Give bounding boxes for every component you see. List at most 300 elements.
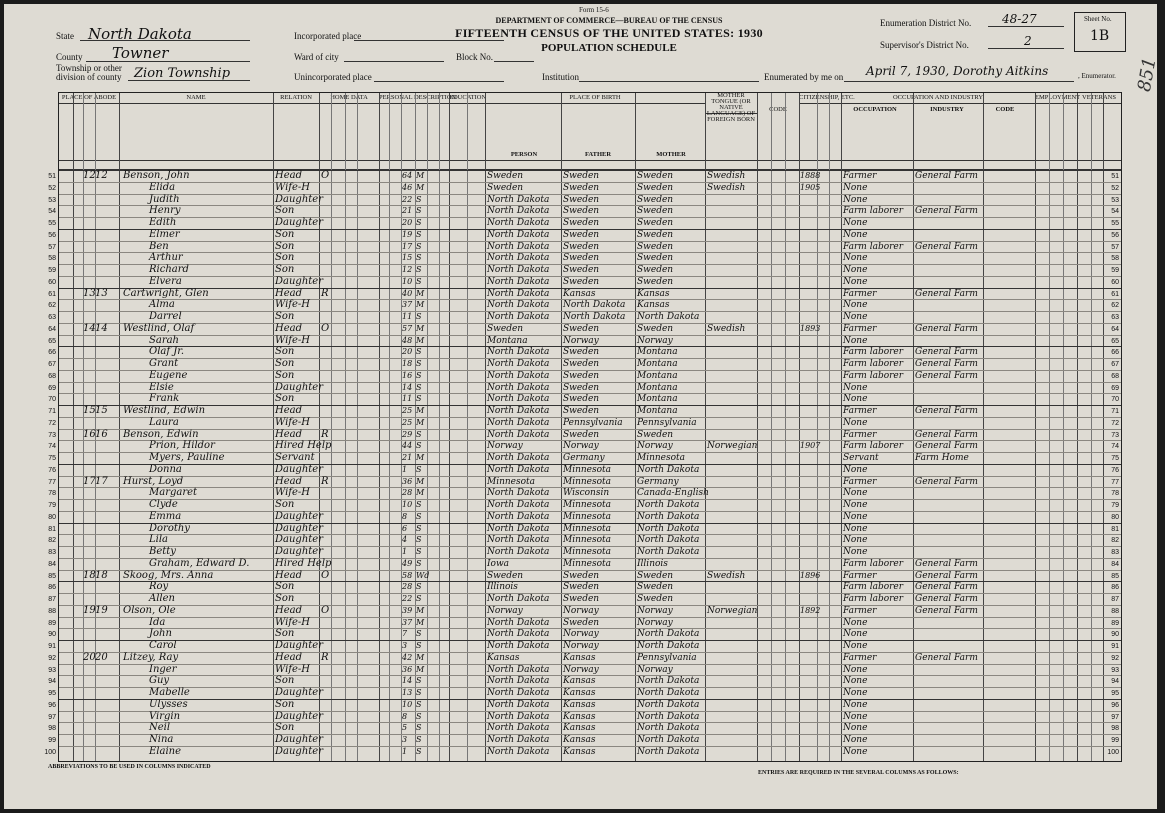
- marital-status: S: [416, 276, 422, 286]
- dwelling-number: 19: [83, 604, 96, 616]
- father-birthplace: Sweden: [563, 394, 600, 405]
- birthplace: North Dakota: [487, 218, 550, 228]
- father-birthplace: Sweden: [563, 182, 600, 193]
- line-number-right: 85: [1111, 572, 1119, 580]
- mother-tongue: Norwegian: [707, 441, 758, 452]
- department-title: DEPARTMENT OF COMMERCE—BUREAU OF THE CENSUS: [495, 16, 723, 25]
- age: 46: [402, 182, 413, 192]
- line-number: 97: [48, 713, 56, 721]
- relation: Daughter: [275, 745, 323, 757]
- age: 18: [402, 359, 413, 368]
- age: 39: [402, 605, 413, 615]
- relation: Son: [275, 311, 295, 322]
- father-birthplace: Sweden: [563, 406, 600, 416]
- relation: Son: [275, 346, 295, 358]
- father-birthplace: Kansas: [563, 676, 596, 687]
- age: 12: [402, 265, 413, 274]
- person-name: Eugene: [149, 369, 188, 381]
- relation: Son: [275, 240, 295, 252]
- relation: Head: [275, 569, 303, 581]
- industry: General Farm: [915, 206, 978, 217]
- father-birthplace: Sweden: [563, 206, 600, 217]
- mother-birthplace: Norway: [637, 335, 673, 346]
- ward-label: Ward of city: [294, 52, 339, 62]
- marital-status: S: [416, 206, 422, 216]
- marital-status: M: [416, 617, 425, 627]
- birthplace: North Dakota: [487, 300, 550, 311]
- line-number-right: 88: [1111, 607, 1119, 615]
- line-number-right: 79: [1111, 502, 1119, 509]
- occupation: Farmer: [843, 570, 877, 581]
- occupation: Farm laborer: [843, 558, 904, 569]
- father-birthplace: Minnesota: [563, 464, 612, 475]
- mother-birthplace: North Dakota: [637, 723, 700, 734]
- family-number: 13: [95, 287, 108, 299]
- marital-status: M: [416, 652, 425, 662]
- occupation: Farmer: [843, 429, 877, 440]
- father-birthplace: North Dakota: [563, 312, 626, 322]
- marital-status: M: [416, 417, 425, 427]
- age: 15: [402, 253, 413, 263]
- age: 20: [402, 218, 413, 227]
- relation: Hired Help: [275, 557, 332, 569]
- line-number-right: 97: [1111, 713, 1119, 721]
- occupation: Farm laborer: [843, 241, 904, 252]
- father-birthplace: Kansas: [563, 699, 596, 710]
- line-number-right: 96: [1111, 701, 1119, 709]
- person-name: Guy: [149, 675, 170, 687]
- birthplace: North Dakota: [487, 511, 550, 522]
- age: 4: [402, 535, 408, 545]
- line-number-right: 78: [1111, 490, 1119, 498]
- occupation: Farmer: [843, 171, 877, 181]
- dwelling-number: 13: [83, 287, 96, 299]
- marital-status: S: [416, 582, 422, 592]
- mother-birthplace: Sweden: [637, 429, 674, 440]
- dwelling-number: 15: [83, 405, 96, 416]
- marital-status: S: [416, 511, 422, 521]
- relation: Head: [275, 428, 303, 440]
- birthplace: North Dakota: [487, 265, 550, 275]
- age: 11: [402, 312, 413, 321]
- birthplace: North Dakota: [487, 288, 550, 299]
- incorporated-label: Incorporated place: [294, 31, 362, 41]
- mother-birthplace: Sweden: [637, 323, 674, 334]
- father-birthplace: Sweden: [563, 218, 600, 228]
- birthplace: North Dakota: [487, 312, 550, 322]
- person-name: Margaret: [149, 487, 198, 499]
- person-name: Judith: [149, 193, 180, 205]
- birthplace: North Dakota: [487, 394, 550, 405]
- line-number-right: 65: [1111, 337, 1119, 345]
- occupation: None: [843, 735, 868, 745]
- home-tenure: O: [321, 322, 330, 334]
- mother-birthplace: Sweden: [637, 253, 674, 264]
- father-birthplace: Germany: [563, 453, 605, 463]
- line-number-right: 70: [1111, 396, 1119, 404]
- col-group-abode: PLACE OF ABODE: [59, 93, 119, 104]
- line-number: 51: [48, 173, 56, 180]
- birthplace: North Dakota: [487, 429, 550, 440]
- birthplace: North Dakota: [487, 711, 550, 722]
- relation: Son: [275, 358, 295, 369]
- person-name: Richard: [149, 264, 189, 275]
- birthplace: Norway: [487, 441, 523, 452]
- occupation: None: [843, 664, 868, 675]
- person-name: Westlind, Edwin: [123, 405, 206, 416]
- occupation: Farm laborer: [843, 347, 904, 358]
- dwelling-number: 20: [83, 651, 96, 663]
- occupation: None: [843, 312, 868, 322]
- col-occupation: OCCUPATION: [853, 106, 897, 113]
- father-birthplace: Norway: [563, 664, 599, 675]
- immigration-year: 1907: [800, 441, 821, 451]
- relation: Wife-H: [275, 181, 311, 193]
- relation: Daughter: [275, 710, 323, 722]
- person-name: Frank: [149, 393, 180, 405]
- marital-status: M: [416, 406, 425, 415]
- person-name: Darrel: [149, 311, 182, 322]
- line-number: 82: [48, 537, 56, 545]
- marital-status: S: [416, 265, 422, 274]
- age: 3: [402, 735, 408, 744]
- line-number-right: 84: [1111, 560, 1119, 568]
- person-name: Myers, Pauline: [149, 452, 225, 463]
- immigration-year: 1905: [800, 182, 821, 192]
- age: 7: [402, 629, 408, 639]
- birthplace: North Dakota: [487, 723, 550, 734]
- relation: Son: [275, 228, 295, 240]
- marital-status: S: [416, 629, 422, 639]
- relation: Son: [275, 369, 295, 381]
- dwelling-number: 14: [83, 322, 96, 334]
- home-tenure: R: [321, 428, 329, 440]
- line-number-right: 87: [1111, 596, 1119, 603]
- birthplace: North Dakota: [487, 535, 550, 546]
- col-mother: MOTHER: [656, 151, 686, 158]
- mother-birthplace: North Dakota: [637, 511, 700, 522]
- person-name: Benson, Edwin: [123, 428, 199, 440]
- marital-status: S: [416, 394, 422, 404]
- birthplace: North Dakota: [487, 370, 550, 381]
- marital-status: S: [416, 535, 422, 545]
- line-number: 77: [48, 478, 56, 486]
- birthplace: Sweden: [487, 323, 524, 334]
- father-birthplace: Sweden: [563, 265, 600, 275]
- family-number: 15: [95, 405, 108, 416]
- line-number: 72: [48, 419, 56, 427]
- father-birthplace: Sweden: [563, 617, 600, 628]
- father-birthplace: North Dakota: [563, 300, 626, 311]
- relation: Head: [275, 651, 303, 663]
- relation: Daughter: [275, 275, 323, 287]
- person-name: Cartwright, Glen: [123, 287, 209, 299]
- col-group-occupation: OCCUPATION AND INDUSTRY: [841, 93, 1035, 104]
- occupation: None: [843, 488, 868, 499]
- line-number-right: 100: [1107, 748, 1119, 756]
- birthplace: North Dakota: [487, 629, 550, 640]
- line-number: 65: [48, 337, 56, 345]
- occupation: Farmer: [843, 476, 877, 487]
- mother-birthplace: Norway: [637, 605, 673, 616]
- home-tenure: R: [321, 287, 329, 299]
- person-name: Olaf Jr.: [149, 346, 185, 358]
- relation: Daughter: [275, 510, 323, 522]
- mother-birthplace: North Dakota: [637, 688, 700, 698]
- occupation: None: [843, 547, 868, 557]
- occupation: None: [843, 335, 868, 346]
- relation: Son: [275, 698, 295, 710]
- marital-status: S: [416, 699, 422, 709]
- person-name: Elmer: [149, 228, 180, 240]
- line-number-right: 86: [1111, 584, 1119, 592]
- line-number: 73: [48, 431, 56, 439]
- person-name: Inger: [149, 663, 177, 675]
- state-label: State: [56, 31, 74, 41]
- col-father: FATHER: [584, 151, 612, 158]
- township-value: Zion Township: [134, 66, 231, 81]
- occupation: None: [843, 182, 868, 193]
- occupation: None: [843, 417, 868, 428]
- table-row: [44, 745, 1121, 759]
- home-tenure: R: [321, 475, 329, 487]
- marital-status: S: [416, 382, 422, 392]
- relation: Hired Help: [275, 440, 332, 452]
- person-name: Skoog, Mrs. Anna: [123, 569, 214, 581]
- occupation: Farmer: [843, 406, 877, 416]
- mother-birthplace: North Dakota: [637, 699, 700, 710]
- occupation: Farmer: [843, 652, 877, 663]
- home-tenure: R: [321, 651, 329, 663]
- occupation: Servant: [843, 453, 879, 463]
- industry: General Farm: [915, 359, 978, 369]
- birthplace: North Dakota: [487, 417, 550, 428]
- occupation: None: [843, 535, 868, 546]
- relation: Daughter: [275, 522, 323, 534]
- marital-status: S: [416, 641, 422, 650]
- immigration-year: 1892: [800, 605, 821, 615]
- relation: Wife-H: [275, 334, 311, 346]
- age: 36: [402, 476, 413, 486]
- mother-birthplace: Sweden: [637, 276, 674, 287]
- person-name: Carol: [149, 640, 177, 651]
- mother-birthplace: Sweden: [637, 229, 674, 240]
- birthplace: North Dakota: [487, 699, 550, 710]
- person-name: Laura: [149, 416, 179, 428]
- age: 5: [402, 723, 408, 733]
- enumerated-value: April 7, 1930, Dorothy Aitkins: [866, 64, 1049, 78]
- person-name: Graham, Edward D.: [149, 557, 250, 569]
- occupation: None: [843, 229, 868, 240]
- father-birthplace: Sweden: [563, 171, 600, 181]
- mother-birthplace: Kansas: [637, 288, 670, 299]
- occupation: None: [843, 500, 868, 510]
- census-title: FIFTEENTH CENSUS OF THE UNITED STATES: 1930: [455, 26, 763, 40]
- line-number: 89: [48, 619, 56, 627]
- relation: Wife-H: [275, 487, 311, 499]
- birthplace: North Dakota: [487, 735, 550, 745]
- marital-status: M: [416, 488, 425, 498]
- line-number-right: 80: [1111, 513, 1119, 521]
- industry: General Farm: [915, 288, 978, 299]
- age: 64: [402, 171, 413, 180]
- enum-district-label: Enumeration District No.: [880, 18, 972, 28]
- line-number: 76: [48, 466, 56, 474]
- marital-status: S: [416, 241, 422, 251]
- occupation: None: [843, 629, 868, 640]
- footer: [48, 762, 1120, 802]
- township-label: Township or other division of county: [56, 63, 122, 82]
- age: 21: [402, 206, 413, 216]
- line-number: 88: [48, 607, 56, 615]
- sheet-value: 1B: [1090, 28, 1110, 44]
- marital-status: M: [416, 182, 425, 192]
- industry: General Farm: [915, 171, 978, 181]
- marital-status: Wd: [416, 570, 430, 580]
- person-name: Mabelle: [149, 687, 190, 698]
- line-number: 55: [48, 220, 56, 227]
- line-number-right: 74: [1111, 443, 1119, 451]
- relation: Head: [275, 604, 303, 616]
- line-number: 83: [48, 549, 56, 556]
- birthplace: North Dakota: [487, 253, 550, 264]
- occupation: None: [843, 723, 868, 734]
- mother-tongue: Swedish: [707, 182, 746, 193]
- line-number-right: 90: [1111, 631, 1119, 639]
- line-number: 56: [48, 231, 56, 239]
- line-number: 81: [48, 525, 56, 533]
- marital-status: S: [416, 464, 422, 474]
- marital-status: M: [416, 453, 425, 462]
- occupation: Farm laborer: [843, 582, 904, 593]
- birthplace: Sweden: [487, 570, 524, 581]
- mother-birthplace: Canada-English: [637, 488, 709, 499]
- line-number-right: 98: [1111, 725, 1119, 733]
- marital-status: S: [416, 746, 422, 756]
- marital-status: S: [416, 688, 422, 697]
- col-group-veterans: VETERANS: [1077, 93, 1121, 104]
- mother-tongue: Norwegian: [707, 605, 758, 616]
- father-birthplace: Sweden: [563, 370, 600, 381]
- age: 28: [402, 488, 413, 498]
- line-number: 94: [48, 678, 56, 686]
- family-number: 18: [95, 569, 108, 581]
- occupation: Farmer: [843, 288, 877, 299]
- line-number-right: 72: [1111, 419, 1119, 427]
- marital-status: S: [416, 253, 422, 263]
- father-birthplace: Kansas: [563, 723, 596, 734]
- col-group-personal: PERSONAL DESCRIPTION: [379, 93, 449, 104]
- birthplace: North Dakota: [487, 488, 550, 499]
- mother-birthplace: Sweden: [637, 194, 674, 205]
- person-name: Betty: [149, 546, 176, 557]
- father-birthplace: Norway: [563, 335, 599, 346]
- page-stamp: 851: [1133, 55, 1161, 94]
- mother-birthplace: Montana: [637, 359, 678, 369]
- mother-birthplace: Montana: [637, 347, 678, 358]
- mother-birthplace: Kansas: [637, 300, 670, 311]
- relation: Son: [275, 581, 295, 593]
- father-birthplace: Kansas: [563, 746, 596, 757]
- mother-tongue: Swedish: [707, 323, 746, 334]
- relation: Daughter: [275, 534, 323, 546]
- birthplace: North Dakota: [487, 641, 550, 651]
- marital-status: M: [416, 171, 425, 180]
- line-number: 84: [48, 560, 56, 568]
- supervisor-label: Supervisor's District No.: [880, 40, 969, 50]
- marital-status: S: [416, 312, 422, 321]
- marital-status: S: [416, 735, 422, 744]
- industry: General Farm: [915, 370, 978, 381]
- immigration-year: 1896: [800, 570, 821, 580]
- col-person: PERSON: [510, 151, 538, 158]
- line-number: 99: [48, 737, 56, 744]
- person-name: Westlind, Olaf: [123, 322, 195, 334]
- person-name: Edith: [149, 217, 177, 228]
- father-birthplace: Sweden: [563, 594, 600, 604]
- line-number-right: 52: [1111, 184, 1119, 192]
- occupation: None: [843, 300, 868, 311]
- age: 11: [402, 394, 413, 404]
- age: 10: [402, 699, 413, 709]
- occupation: None: [843, 511, 868, 522]
- occupation: None: [843, 699, 868, 710]
- line-number: 71: [48, 408, 56, 415]
- industry: General Farm: [915, 594, 978, 604]
- home-tenure: O: [321, 569, 330, 581]
- father-birthplace: Sweden: [563, 194, 600, 205]
- mother-birthplace: North Dakota: [637, 535, 700, 546]
- age: 42: [402, 652, 413, 662]
- line-number: 85: [48, 572, 56, 580]
- line-number: 92: [48, 654, 56, 662]
- occupation: None: [843, 617, 868, 628]
- mother-birthplace: Norway: [637, 664, 673, 675]
- birthplace: North Dakota: [487, 500, 550, 510]
- line-number: 53: [48, 196, 56, 204]
- line-number-right: 51: [1111, 173, 1119, 180]
- occupation: None: [843, 265, 868, 275]
- census-sheet: [4, 4, 1161, 809]
- industry: General Farm: [915, 570, 978, 581]
- mother-tongue: Swedish: [707, 171, 746, 181]
- mother-birthplace: Sweden: [637, 582, 674, 593]
- birthplace: Sweden: [487, 171, 524, 181]
- abbreviations-heading: ABBREVIATIONS TO BE USED IN COLUMNS INDICATED: [48, 764, 211, 770]
- age: 3: [402, 641, 408, 650]
- line-number-right: 75: [1111, 455, 1119, 462]
- line-number: 63: [48, 314, 56, 321]
- line-number: 61: [48, 290, 56, 298]
- age: 49: [402, 558, 413, 568]
- person-name: Litzey, Ray: [123, 651, 179, 663]
- dwelling-number: 17: [83, 475, 96, 487]
- mother-birthplace: Pennsylvania: [637, 417, 697, 428]
- line-number: 52: [48, 184, 56, 192]
- age: 14: [402, 382, 413, 392]
- relation: Daughter: [275, 546, 323, 557]
- mother-birthplace: Montana: [637, 394, 678, 405]
- industry: General Farm: [915, 476, 978, 487]
- mother-birthplace: Sweden: [637, 171, 674, 181]
- relation: Son: [275, 393, 295, 405]
- occupation: None: [843, 676, 868, 687]
- mother-tongue: Swedish: [707, 570, 746, 581]
- occupation: None: [843, 711, 868, 722]
- birthplace: North Dakota: [487, 688, 550, 698]
- line-number: 62: [48, 302, 56, 310]
- father-birthplace: Minnesota: [563, 523, 612, 534]
